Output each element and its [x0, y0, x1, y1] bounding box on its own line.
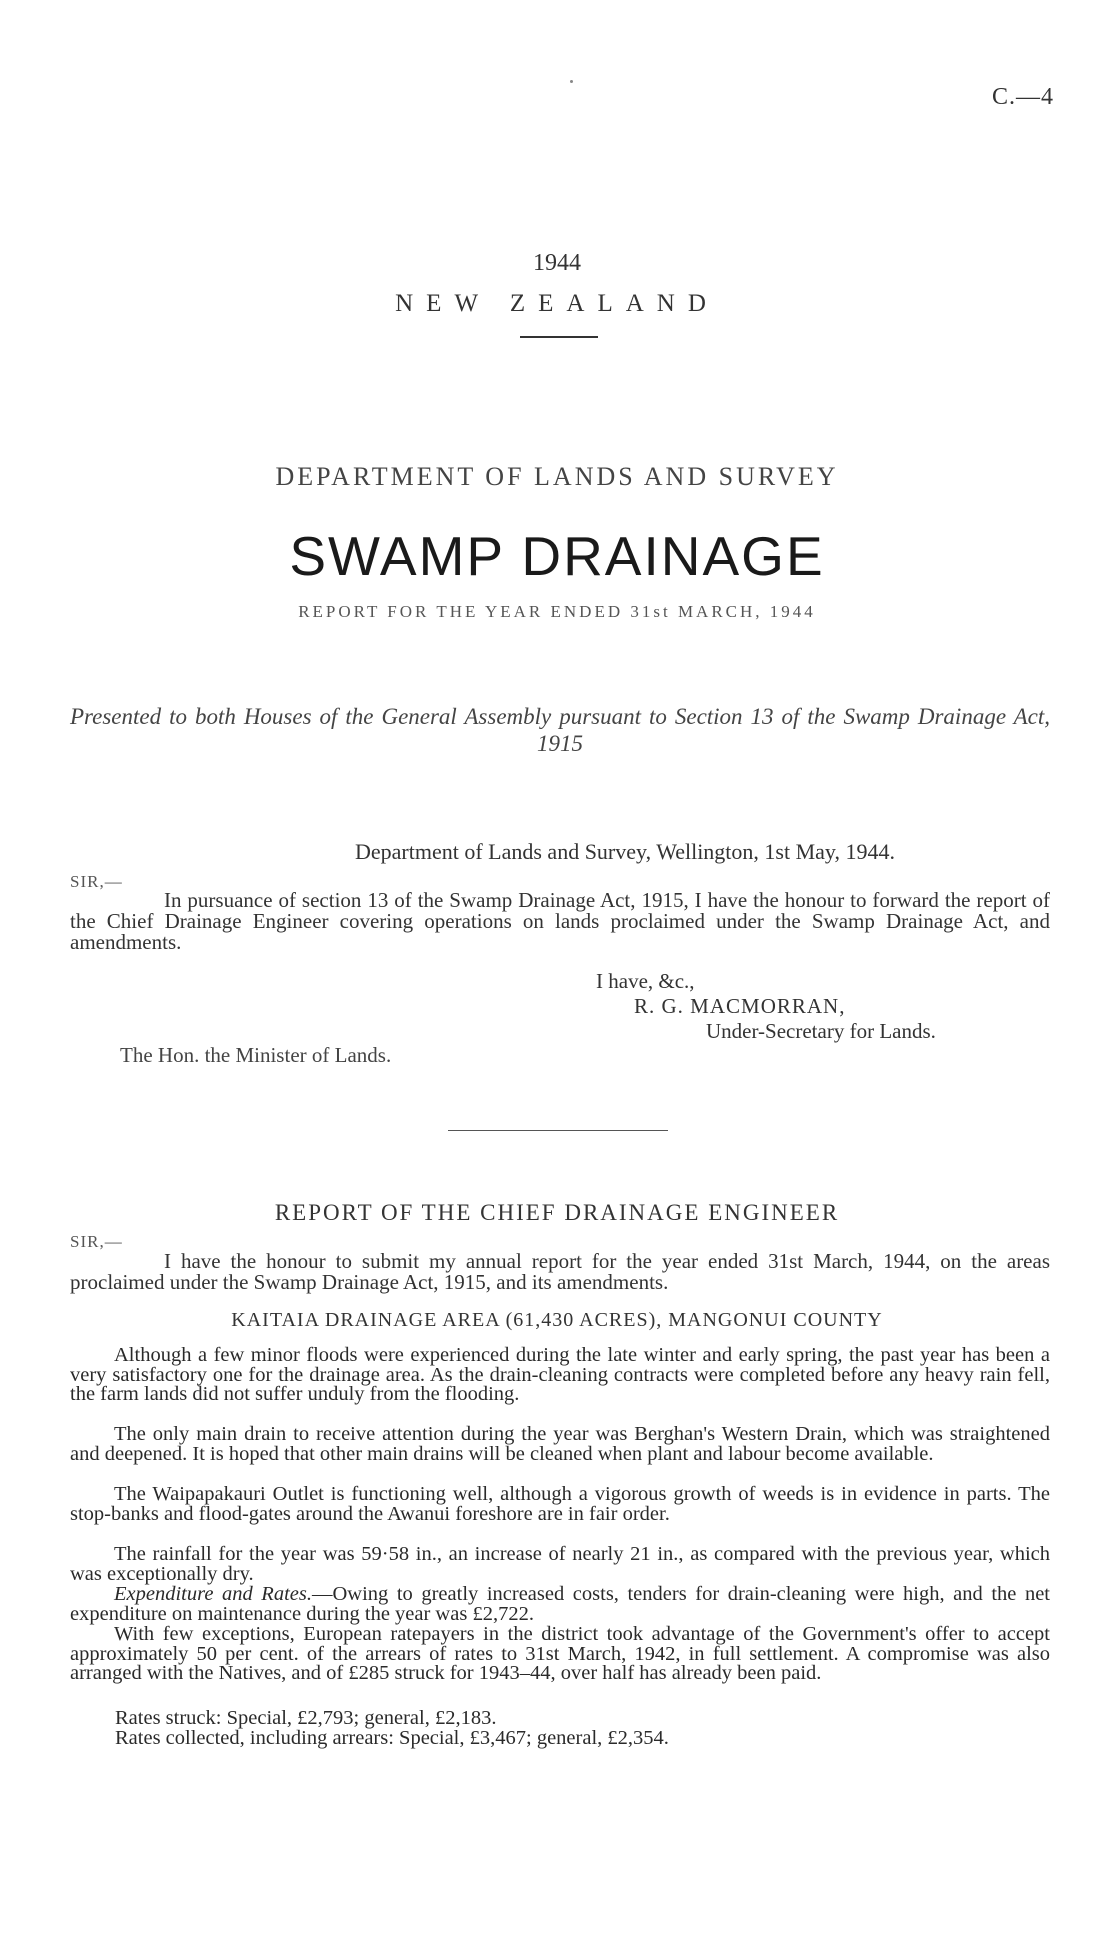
report-intro: I have the honour to submit my annual report for the year ended 31st March, 1944, on the areas proclaimed under the Swamp Drainage Act, 1915, and its amendments. [70, 1249, 1050, 1294]
print-speck [570, 80, 573, 83]
expenditure-text: —Owing to greatly increased costs, tenders for drain-cleaning were high, and the net expenditure on maintenance during the year was £2,722. [70, 1583, 1050, 1625]
rates-collected: Rates collected, including arrears: Special, £3,467; general, £2,354. [115, 1727, 669, 1749]
title-rule [520, 336, 598, 338]
report-paragraph-4: The rainfall for the year was 59·58 in., an increase of nearly 21 in., as compared with the previous year, which was exceptionally dry. [70, 1543, 1050, 1585]
country-name: NEW ZEALAND [395, 290, 719, 317]
presented-note: Presented to both Houses of the General Assembly pursuant to Section 13 of the Swamp Drainage Act, 1915 [70, 704, 1050, 756]
report-salutation: SIR,— [70, 1232, 123, 1251]
letter-salutation: SIR,— [70, 872, 123, 891]
signatory-name: R. G. MACMORRAN, [634, 994, 846, 1018]
section-divider [448, 1130, 668, 1131]
area-heading: KAITAIA DRAINAGE AREA (61,430 ACRES), MANGONUI COUNTY [231, 1309, 883, 1331]
expenditure-paragraph [70, 1585, 1050, 1624]
letter-body: In pursuance of section 13 of the Swamp Drainage Act, 1915, I have the honour to forward the report of the Chief Drainage Engineer covering operations on lands proclaimed under the Swamp Drainage Act, and amendments. [70, 888, 1050, 954]
letter-dateline: Department of Lands and Survey, Wellington, 1st May, 1944. [355, 839, 895, 864]
ratepayers-paragraph: With few exceptions, European ratepayers in the district took advantage of the Government's offer to accept approximately 50 per cent. of the arrears of rates to 31st March, 1942, in full settlement. A compromise was also arranged with the Natives, and of £285 struck for 1943–44, over half has already been paid. [70, 1623, 1050, 1684]
document-title: SWAMP DRAINAGE [289, 525, 825, 587]
letter-addressee: The Hon. the Minister of Lands. [120, 1043, 392, 1067]
report-paragraph-2: The only main drain to receive attention during the year was Berghan's Western Drain, which was straightened and deepened. It is hoped that other main drains will be cleaned when plant and labour become available. [70, 1423, 1050, 1465]
report-year: 1944 [533, 250, 581, 276]
report-paragraph-3: The Waipapakauri Outlet is functioning well, although a vigorous growth of weeds is in evidence in parts. The stop-banks and flood-gates around the Awanui foreshore are in fair order. [70, 1483, 1050, 1525]
expenditure-lead: Expenditure and Rates. [114, 1583, 312, 1605]
document-subtitle: REPORT FOR THE YEAR ENDED 31st MARCH, 1944 [298, 602, 816, 621]
department-name: DEPARTMENT OF LANDS AND SURVEY [275, 462, 839, 491]
report-heading: REPORT OF THE CHIEF DRAINAGE ENGINEER [274, 1200, 840, 1225]
document-reference: C.—4 [991, 84, 1054, 110]
signatory-title: Under-Secretary for Lands. [706, 1019, 936, 1043]
letter-closing: I have, &c., [596, 969, 695, 993]
rates-struck: Rates struck: Special, £2,793; general, £2,183. [115, 1707, 497, 1729]
report-paragraph-1: Although a few minor floods were experienced during the late winter and early spring, the past year has been a very satisfactory one for the drainage area. As the drain-cleaning contracts were completed before any heavy rain fell, the farm lands did not suffer unduly from the flooding. [70, 1344, 1050, 1405]
